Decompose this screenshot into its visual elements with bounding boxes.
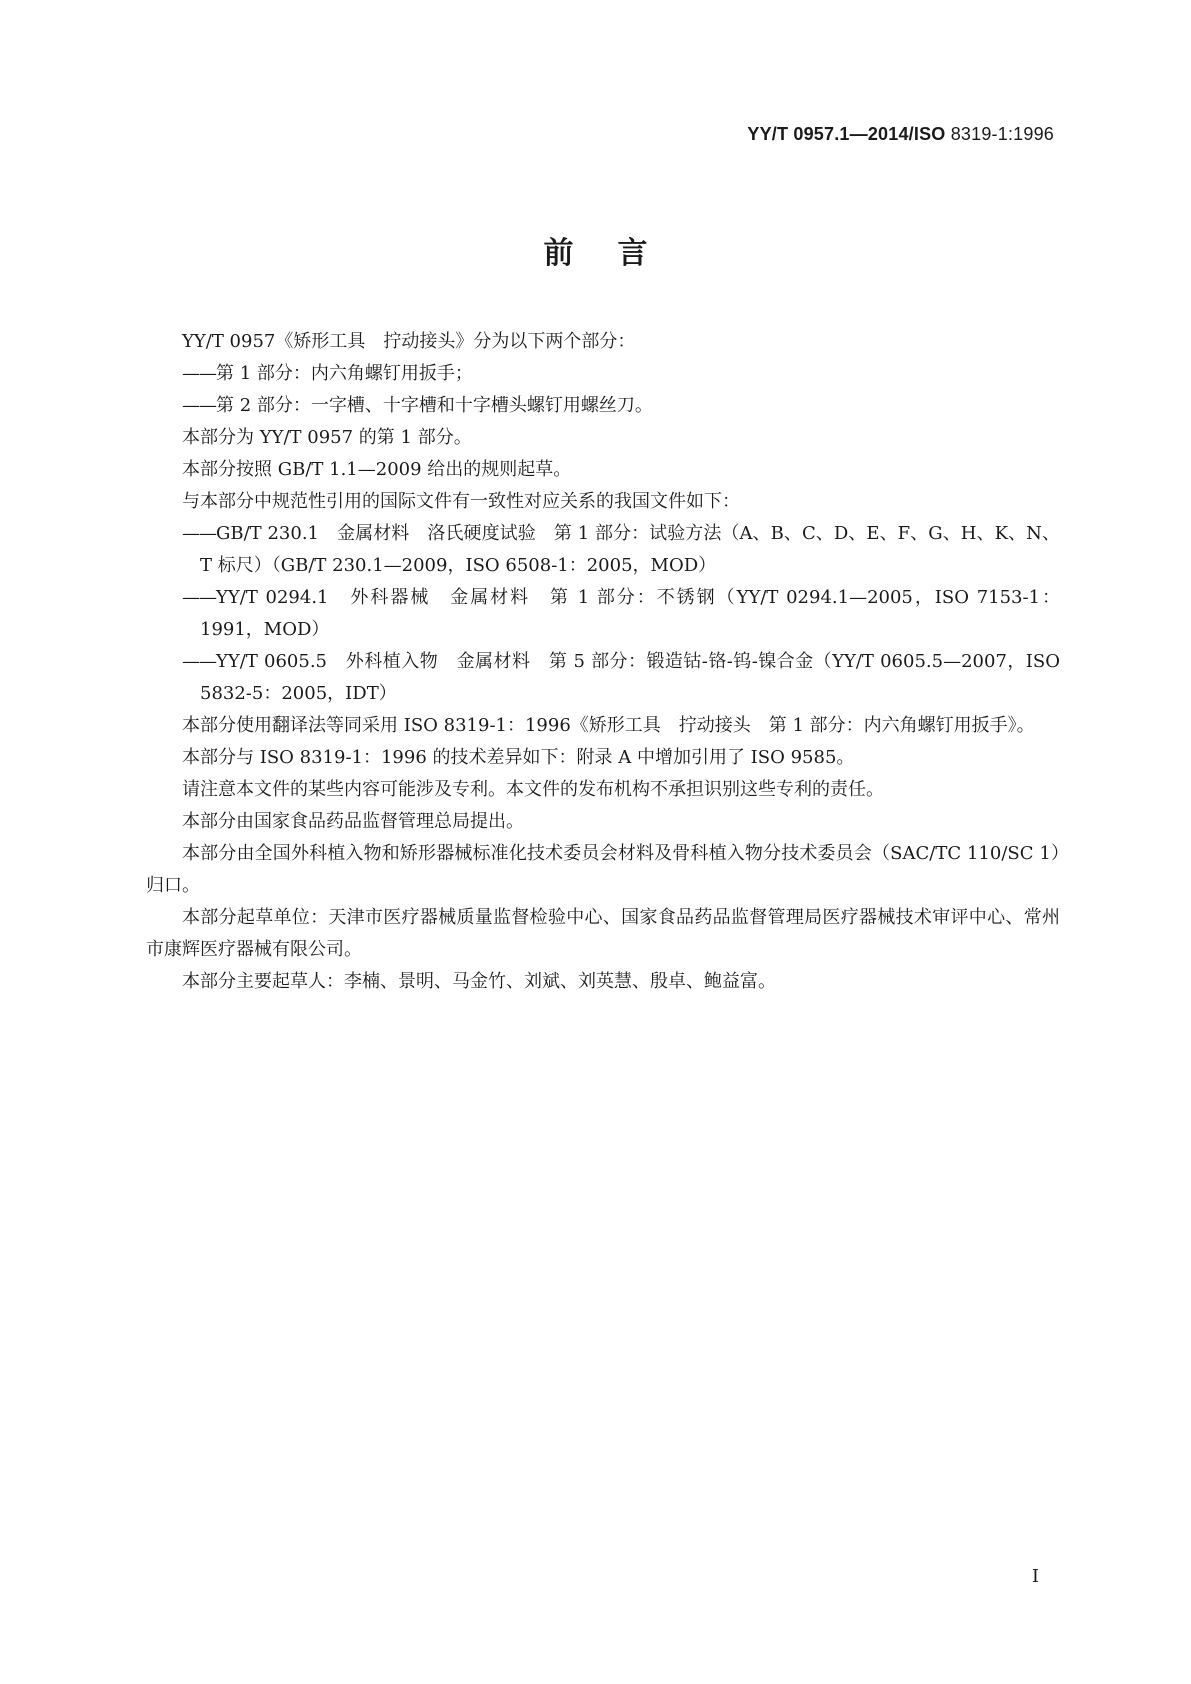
standard-code-rest: 8319-1:1996 (950, 124, 1054, 144)
reference-text: GB/T 230.1 金属材料 洛氏硬度试验 第 1 部分：试验方法（A、B、C、D、E、F、G、H、K、N、T 标尺）（GB/T 230.1—2009，ISO 6508-1：2005，MOD） (200, 523, 1060, 576)
dash-marker: —— (182, 395, 216, 416)
differences-paragraph: 本部分与 ISO 8319-1：1996 的技术差异如下：附录 A 中增加引用了 ISO 9585。 (182, 747, 855, 768)
patent-paragraph: 请注意本文件的某些内容可能涉及专利。本文件的发布机构不承担识别这些专利的责任。 (182, 779, 884, 800)
dash-marker: —— (182, 587, 216, 608)
correspondence-paragraph: 与本部分中规范性引用的国际文件有一致性对应关系的我国文件如下： (182, 491, 740, 512)
dash-marker: —— (182, 363, 216, 384)
dash-marker: —— (182, 651, 216, 672)
proposed-by-paragraph: 本部分由国家食品药品监督管理总局提出。 (182, 811, 524, 832)
reference-list-item (146, 582, 1060, 646)
reference-list-item (146, 518, 1060, 582)
intro-paragraph: YY/T 0957《矫形工具 拧动接头》分为以下两个部分： (182, 331, 636, 352)
standard-code-bold: YY/T 0957.1—2014/ISO (747, 124, 946, 144)
foreword-body (146, 326, 1060, 998)
this-part-paragraph: 本部分为 YY/T 0957 的第 1 部分。 (182, 427, 472, 448)
standard-code-header (747, 124, 1054, 145)
part-text: 第 2 部分：一字槽、十字槽和十字槽头螺钉用螺丝刀。 (216, 395, 653, 416)
part-list-item (146, 390, 1060, 422)
jurisdiction-paragraph: 本部分由全国外科植入物和矫形器械标准化技术委员会材料及骨科植入物分技术委员会（SAC/TC 110/SC 1）归口。 (146, 843, 1060, 896)
reference-text: YY/T 0605.5 外科植入物 金属材料 第 5 部分：锻造钴-铬-钨-镍合金（YY/T 0605.5—2007，ISO 5832-5：2005，IDT） (200, 651, 1060, 704)
reference-text: YY/T 0294.1 外科器械 金属材料 第 1 部分：不锈钢（YY/T 0294.1—2005，ISO 7153-1：1991，MOD） (200, 587, 1060, 640)
page-title: 前言 (543, 236, 692, 271)
drafters-paragraph: 本部分主要起草人：李楠、景明、马金竹、刘斌、刘英慧、殷卓、鲍益富。 (182, 971, 776, 992)
reference-list-item (146, 646, 1060, 710)
part-text: 第 1 部分：内六角螺钉用扳手； (216, 363, 473, 384)
page-number: I (1031, 1566, 1039, 1587)
drafting-units-paragraph: 本部分起草单位：天津市医疗器械质量监督检验中心、国家食品药品监督管理局医疗器械技术审评中心、常州市康辉医疗器械有限公司。 (146, 907, 1060, 960)
translation-paragraph: 本部分使用翻译法等同采用 ISO 8319-1：1996《矫形工具 拧动接头 第 1 部分：内六角螺钉用扳手》。 (182, 715, 1035, 736)
dash-marker: —— (182, 523, 216, 544)
drafting-rules-paragraph: 本部分按照 GB/T 1.1—2009 给出的规则起草。 (182, 459, 572, 480)
part-list-item (146, 358, 1060, 390)
